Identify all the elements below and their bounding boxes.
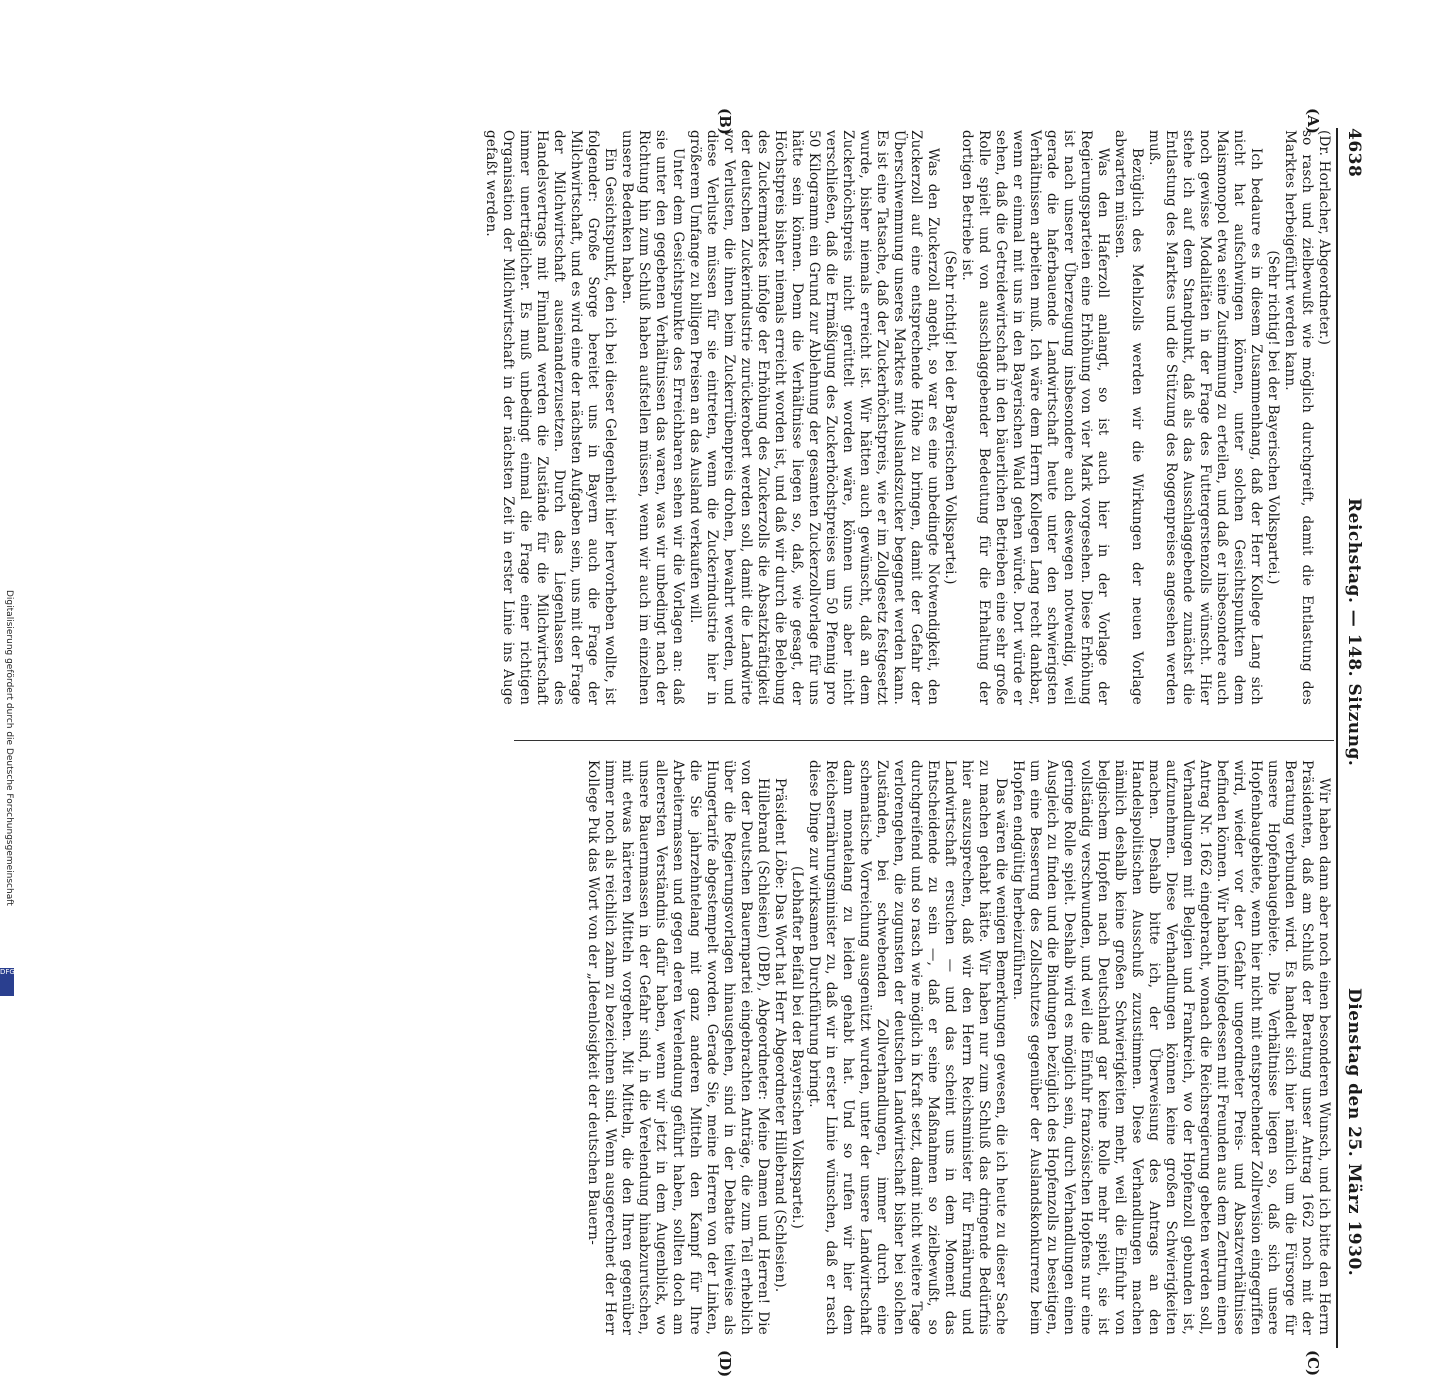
page-number: 4638 <box>1344 128 1364 178</box>
left-column-paragraph: Unter dem Gesichtspunkte des Erreichbaren sehen wir die Vorlagen an: daß sie unter den gegebenen Verhältnissen das waren, was wir unbedingt nach der Richtung hin zum Schluß haben aufstellen müssen, wenn wir auch im einzelnen unsere Bedenken haben. <box>619 130 686 705</box>
left-column-paragraph: (Dr. Horlacher, Abgeordneter.) <box>1316 130 1332 346</box>
dfg-logo <box>0 968 14 996</box>
left-column-paragraph: Ein Gesichtspunkt, den ich bei dieser Gelegenheit hier hervorheben wollte, ist folgender: Große Sorge bereitet uns in Bayern auch die Frage der Milchwirtschaft, und es wird eine der nächsten Aufgaben sein, uns mit der Frage der Milchwirtschaft auseinanderzusetzen. Durch das Liegenlassen des Handelsvertrags mit Finnland werden die Zustände für die Milchwirtschaft immer unerträglicher. Es muß unbedingt einmal die Frage einer richtigen Organisation der Milchwirtschaft in der nächsten Zeit in erster Linie ins Auge gefaßt werden. <box>483 130 618 705</box>
right-text-column <box>584 760 1332 1335</box>
left-column-paragraph: Was den Zuckerzoll angeht, so war es eine unbedingte Notwendigkeit, den Zuckerzoll auf eine entsprechende Höhe zu bringen, damit der Gefahr der Überschwemmung unseres Marktes mit Auslandszucker begegnet werden kann. Es ist eine Tatsache, daß der Zuckerhöchstpreis, wie er im Zollgesetz festgesetzt wurde, bisher niemals erreicht ist. Wir hätten auch gewünscht, daß an dem Zuckerhöchstpreis nicht gerüttelt worden wäre, können uns aber nicht verschließen, daß die Ermäßigung des Zuckerhöchstpreises um 50 Pfennig pro 50 Kilogramm ein Grund zur Ablehnung der gesamten Zuckerzollvorlage für uns hätte sein können. Denn die Verhältnisse liegen so, daß, wie gesagt, der Höchstpreis bisher niemals erreicht worden ist, und daß wir durch die Belebung des Zuckermarktes infolge der Erhöhung des Zuckerzolls die Absatzkräftigkeit der deutschen Zuckerindustrie zurückerobert werden soll, damit die Landwirte vor Verlusten, die ihnen beim Zuckerrübenpreis drohen, bewahrt werden, und diese Verluste müssen für sie eintreten, wenn die Zuckerindustrie hier in größerem Umfange zu billigen Preisen an das Ausland verkaufen will. <box>687 130 941 705</box>
page-title: Reichstag. — 148. Sitzung. <box>1344 498 1364 767</box>
left-column-paragraph: (Sehr richtig! bei der Bayerischen Volkspartei.) <box>942 250 958 585</box>
left-column-paragraph: Was den Haferzoll anlangt, so ist auch hier in der Vorlage der Regierungsparteien eine Erhöhung von vier Mark vorgesehen. Diese Erhöhung ist nach unserer Überzeugung insbesondere auch deswegen notwendig, weil gerade die haferbauende Landwirtschaft heute unter den schwierigsten Verhältnissen arbeiten muß. Ich wäre dem Herrn Kollegen Lang recht dankbar, wenn er einmal mit uns in den Bayerischen Wald gehen würde. Dort würde er sehen, daß die Getreidewirtschaft in den bäuerlichen Betrieben eine sehr große Rolle spielt und von ausschlaggebender Bedeutung für die Erhaltung der dortigen Betriebe ist. <box>959 130 1111 705</box>
header-rule <box>1336 128 1338 1348</box>
right-column-paragraph: Das wären die wenigen Bemerkungen gewesen, die ich heute zu dieser Sache zu machen gehabt hätte. Wir haben nur zum Schluß das dringende Bedürfnis hier auszusprechen, daß wir den Herrn Reichsminister für Ernährung und Landwirtschaft ersuchen — und das scheint uns in dem Moment das Entscheidende zu sein —, daß er seine Maßnahmen so zielbewußt, so durchgreifend und so rasch wie möglich in Kraft setzt, damit nicht weitere Tage verlorengehen, die zugunsten der deutschen Landwirtschaft bisher bei solchen Zuständen, bei schwebenden Zollverhandlungen, immer durch eine schematische Vorreichung ausgenützt wurden, unter der unsere Landwirtschaft dann monatelang zu leiden gehabt hat. Und so rufen wir hier dem Reichsernährungsminister zu, daß wir in erster Linie wünschen, daß er rasch diese Dinge zur wirksamen Durchführung bringt. <box>806 760 1009 1335</box>
right-column-paragraph: (Lebhafter Beifall bei der Bayerischen Volkspartei.) <box>789 866 805 1229</box>
right-column-paragraph: Hillebrand (Schlesien) (DBP), Abgeordneter: Meine Damen und Herren! Die von der Deutschen Bauernpartei eingebrachten Anträge, die zum Teil erheblich über die Regierungsvorlagen hinausgehen, sind in der Debatte teilweise als Hungertarife abgestempelt worden. Gerade Sie, meine Herren von der Linken, die Sie jahrzehntelang mit ganz anderen Mitteln den Kampf für Ihre Arbeitermassen und gegen deren Verelendung geführt haben, sollten doch am allerersten Verständnis dafür haben, wenn wir jetzt in dem Augenblick, wo unsere Bauernmassen in der Gefahr sind, in die Verelendung hinabzurutschen, mit etwas härteren Mitteln vorgehen. Mit Mitteln, die den Ihren gegenüber immer noch als reichlich zahm zu bezeichnen sind. Wenn ausgerechnet der Herr Kollege Puk das Wort von der „Ideenlosigkeit der deutschen Bauern- <box>585 760 771 1335</box>
right-column-paragraph: Präsident Löbe: Das Wort hat Herr Abgeordneter Hillebrand (Schlesien). <box>772 778 788 1293</box>
margin-letter-d: (D) <box>716 1350 734 1377</box>
dfg-logo-text: DFG <box>0 968 15 976</box>
right-column-paragraph: Wir haben dann aber noch einen besonderen Wunsch, und ich bitte den Herrn Präsidenten, daß am Schluß der Beratung unser Antrag 1662 noch mit der Beratung verbunden wird. Es handelt sich hier nämlich um die Fürsorge für unsere Hopfenbaugebiete. Die Verhältnisse liegen so, daß sich unsere Hopfenbaugebiete, wenn hier nicht mit entsprechender Zollrevision eingegriffen wird, wieder vor der Gefahr ungeordneter Preis- und Absatzverhältnisse befinden können. Wir haben infolgedessen mit Freunden aus dem Zentrum einen Antrag Nr. 1662 eingebracht, wonach die Reichsregierung gebeten werden soll, Verhandlungen mit Belgien und Frankreich, wo der Hopfenzoll gebunden ist, aufzunehmen. Diese Verhandlungen können keine großen Schwierigkeiten machen. Deshalb bitte ich, der Überweisung des Antrags an den Handelspolitischen Ausschuß zuzustimmen. Diese Verhandlungen machen nämlich deshalb keine großen Schwierigkeiten mehr, weil die Einfuhr von belgischem Hopfen nach Deutschland gar keine Rolle mehr spielt, sie ist vollständig verschwunden, und weil die Einfuhr französischen Hopfens nur eine geringe Rolle spielt. Deshalb wird es möglich sein, durch Verhandlungen einen Ausgleich zu finden und die Bindungen bezüglich des Hopfenzolls zu beseitigen, um eine Besserung des Zollschutzes gegenüber der Auslandskonkurrenz beim Hopfen endgültig herbeizuführen. <box>1010 760 1332 1335</box>
margin-letter-b: (B) <box>716 108 734 135</box>
side-credit-text: Digitalisierung gefördert durch die Deutsche Forschungsgemeinschaft <box>4 590 14 906</box>
left-column-paragraph: so rasch und zielbewußt wie möglich durchgreift, damit die Entlastung des Marktes herbeigeführt werden kann. <box>1282 130 1315 705</box>
margin-letter-c: (C) <box>1304 1350 1322 1377</box>
margin-letter-a: (A) <box>1304 108 1322 134</box>
left-column-paragraph: Bezüglich des Mehlzolls werden wir die Wirkungen der neuen Vorlage abwarten müssen. <box>1112 130 1145 705</box>
side-credit <box>0 590 16 1000</box>
page-header <box>1338 128 1372 1348</box>
page-date: Dienstag den 25. März 1930. <box>1344 988 1364 1277</box>
left-column-paragraph: (Sehr richtig! bei der Bayerischen Volkspartei.) <box>1265 250 1281 585</box>
left-column-paragraph: Ich bedaure es in diesem Zusammenhang, daß der Herr Kollege Lang sich nicht hat aufschwingen können, unter solchen Gesichtspunkten dem Maismonopol etwa seine Zustimmung zu erteilen, und daß er insbesondere auch noch gewisse Modalitäten in der Frage des Futtergerstenzolls wünscht. Hier stehe ich auf dem Standpunkt, daß als das Ausschlaggebende zunächst die Entlastung des Marktes und die Stützung des Roggenpreises angesehen werden muß. <box>1146 130 1264 705</box>
left-text-column <box>482 130 1332 705</box>
column-divider <box>514 740 1334 741</box>
